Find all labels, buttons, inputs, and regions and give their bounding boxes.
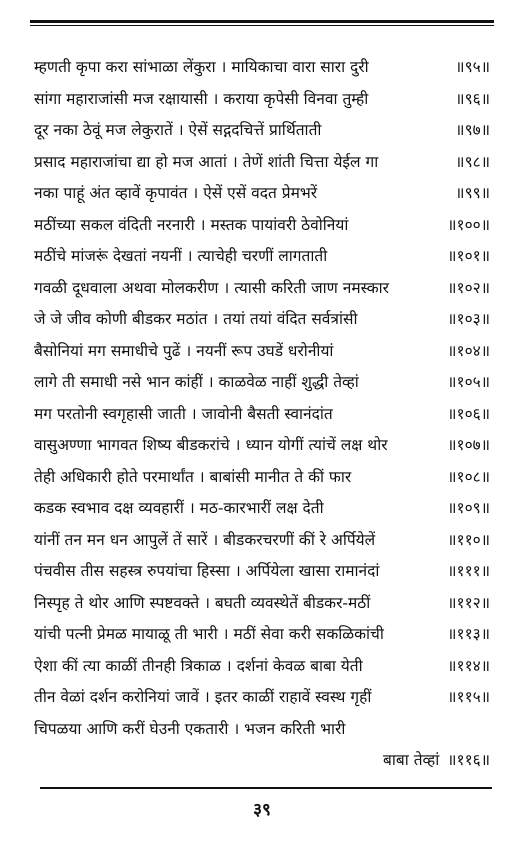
top-rule [30,20,494,26]
verse-text: वासुअण्णा भागवत शिष्य बीडकरांचे । ध्यान योगीं त्यांचें लक्ष थोर [34,436,388,454]
verse-number: ॥१०७॥ [447,436,490,454]
verse-text: यांची पत्नी प्रेमळ मायाळू ती भारी । मठीं सेवा करी सकळिकांची [34,625,384,643]
verse-line [34,178,490,210]
verse-number: ॥११३॥ [447,625,490,643]
verse-text: मग परतोनी स्वगृहासी जाती । जावोनी बैसती स्वानंदांत [34,404,333,423]
verse-text: मठींच्या सकल वंदिती नरनारी । मस्तक पायांवरी ठेवोनियां [34,215,349,234]
verse-text: तेही अधिकारी होते परमार्थांत । बाबांसी मानीत ते कीं फार [34,467,352,486]
verse-line [34,682,490,714]
verse-number: ॥९७॥ [455,121,490,139]
verse-line [34,52,490,84]
verse-number: ॥९५॥ [455,58,490,76]
verse-text: बैसोनियां मग समाधीचे पुढें । नयनीं रूप उघडें धरोनीयां [34,341,334,360]
bottom-rule [40,787,492,789]
verse-line [34,399,490,431]
verse-number: ॥१०८॥ [447,467,490,486]
verse-text: म्हणती कृपा करा सांभाळा लेंकुरा । मायिकाचा वारा सारा दुरी [34,58,369,76]
page-number: ३९ [253,800,271,820]
verse-text: पंचवीस तीस सहस्त्र रुपयांचा हिस्सा । अर्पियेला खासा रामानंदां [34,562,380,580]
verse-line [34,210,490,242]
verse-line [34,525,490,557]
verse-number: ॥११५॥ [447,688,490,706]
verse-line [34,714,490,746]
verse-line [34,462,490,494]
verse-line [34,430,490,462]
verse-line [34,147,490,179]
verse-text: सांगा महाराजांसी मज रक्षायासी । कराया कृपेसी विनवा तुम्ही [34,89,369,108]
verse-text: तीन वेळां दर्शन करोनियां जावें । इतर काळीं राहावें स्वस्थ गृहीं [34,688,372,706]
verse-text: कडक स्वभाव दक्ष व्यवहारीं । मठ-कारभारीं लक्ष देती [34,499,324,517]
verse-text: बाबा तेव्हां [383,751,440,769]
verse-line [34,367,490,399]
verse-number: ॥९९॥ [455,184,490,202]
verse-line [34,336,490,368]
verse-number: ॥१००॥ [447,215,490,234]
verse-text: मठींचे मांजरूं देखतां नयनीं । त्याचेही चरणीं लागताती [34,247,328,265]
verse-line [34,588,490,620]
verse-line [34,651,490,683]
verse-number: ॥१०४॥ [447,341,490,360]
verse-number: ॥११२॥ [447,593,490,612]
verse-number: ॥११४॥ [447,656,490,675]
verse-text: यांनीं तन मन धन आपुलें तें सारें । बीडकरचरणीं कीं रे अर्पियेलें [34,530,376,549]
verse-text: नका पाहूं अंत व्हावें कृपावंत । ऐसें एसें वदत प्रेमभरें [34,184,318,202]
verse-line [34,493,490,525]
verse-text: लागे ती समाधी नसे भान कांहीं । काळवेळ नाहीं शुद्धी तेव्हां [34,373,359,391]
verse-line [34,84,490,116]
verse-line [34,273,490,305]
verse-line [34,115,490,147]
verse-text: निस्पृह ते थोर आणि स्पष्टवक्ते । बघती व्यवस्थेतें बीडकर-मठीं [34,593,371,612]
verse-number: ॥१०६॥ [447,404,490,423]
verse-number: ॥९८॥ [455,152,490,171]
verse-line-continuation [34,745,490,777]
verse-number: ॥९६॥ [455,89,490,108]
verse-number [482,714,490,746]
verse-text: चिपळया आणि करीं घेउनी एकतारी । भजन करिती भारी [34,719,346,738]
verse-number: ॥१०१॥ [447,247,490,265]
verse-line [34,556,490,588]
verse-text: प्रसाद महाराजांचा द्या हो मज आतां । तेणें शांती चित्ता येईल गा [34,152,379,171]
verse-line [34,241,490,273]
verse-number: ॥१११॥ [447,562,490,580]
verse-number: ॥१०९॥ [447,499,490,517]
verse-text: ऐशा कीं त्या काळीं तीनही त्रिकाळ । दर्शनां केवळ बाबा येती [34,656,363,675]
verse-line [34,619,490,651]
verse-text: जे जे जीव कोणी बीडकर मठांत । तयां तयां वंदित सर्वत्रांसी [34,310,358,328]
verse-number: ॥१०५॥ [447,373,490,391]
verse-number: ॥१०३॥ [447,310,490,328]
verse-line [34,304,490,336]
verse-text: गवळी दूधवाला अथवा मोलकरीण । त्यासी करिती जाण नमस्कार [34,278,389,297]
verse-text: दूर नका ठेवूं मज लेकुरातें । ऐसें सद्गदचित्तें प्रार्थिताती [34,121,322,139]
verse-number: ॥११०॥ [447,530,490,549]
verse-number: ॥११६॥ [447,751,490,769]
verse-list [34,52,490,777]
verse-number: ॥१०२॥ [447,278,490,297]
